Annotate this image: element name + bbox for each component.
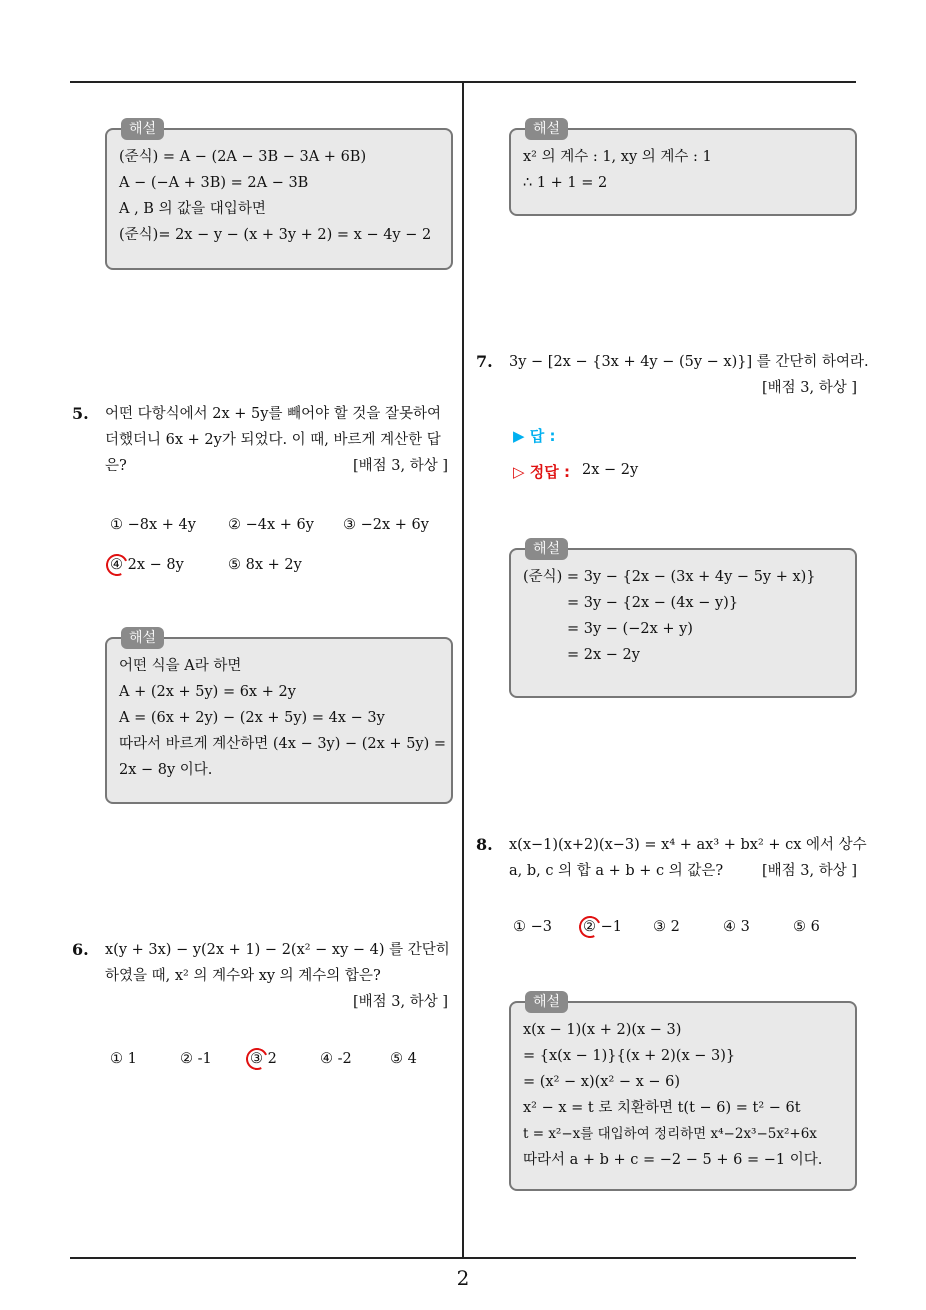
solution-line: (준식)= 2x − y − (x + 3y + 2) = x − 4y − 2 [119,227,432,243]
option-3[interactable]: ③ −2x + 6y [343,517,429,533]
option-2[interactable]: ② −1 [583,919,622,935]
question-text [105,937,455,989]
correct-value: 2x − 2y [582,462,639,478]
option-5[interactable]: ⑤ 8x + 2y [228,557,302,573]
solution-line: (준식) = 3y − {2x − (3x + 4y − 5y + x)} [523,569,816,585]
solution-line: 따라서 a + b + c = −2 − 5 + 6 = −1 이다. [523,1152,823,1168]
solution-line: ∴ 1 + 1 = 2 [523,175,608,191]
solution-box-q6 [509,121,857,216]
solution-line: = (x² − x)(x² − x − 6) [523,1074,681,1090]
question-number: 6. [72,940,89,959]
solution-line: A = (6x + 2y) − (2x + 5y) = 4x − 3y [119,710,385,726]
correct-label: ▷ 정답 : [513,463,570,481]
option-3[interactable]: ③ 2 [653,919,680,935]
question-number: 5. [72,404,89,423]
question-line: 어떤 다항식에서 2x + 5y를 빼어야 할 것을 잘못하여 [105,406,441,422]
option-5[interactable]: ⑤ 6 [793,919,820,935]
solution-box-q5 [105,630,453,804]
solution-line: = 2x − 2y [567,647,640,663]
column-divider [462,82,464,1258]
question-line: x(x−1)(x+2)(x−3) = x⁴ + ax³ + bx² + cx 에서 상수 [509,837,867,853]
correct-mark-icon [576,913,604,941]
question-line: 하였을 때, x² 의 계수와 xy 의 계수의 합은? [105,968,381,984]
option-4[interactable]: ④ 3 [723,919,750,935]
solution-line: 2x − 8y 이다. [119,762,213,778]
question-line: x(y + 3x) − y(2x + 1) − 2(x² − xy − 4) 를 간단히 [105,942,450,958]
answer-label: ▶ 답 : [513,427,556,445]
question-line: 더했더니 6x + 2y가 되었다. 이 때, 바르게 계산한 답 [105,432,441,448]
solution-box-q7 [509,541,857,698]
solution-line: 따라서 바르게 계산하면 (4x − 3y) − (2x + 5y) = [119,736,447,752]
solution-line: A , B 의 값을 대입하면 [119,201,266,217]
question-number: 8. [476,835,493,854]
option-1[interactable]: ① −8x + 4y [110,517,196,533]
option-1[interactable]: ① 1 [110,1051,137,1067]
question-score: [배점 3, 하상 ] [352,994,448,1010]
option-5[interactable]: ⑤ 4 [390,1051,417,1067]
question-score: [배점 3, 하상 ] [761,863,857,879]
solution-line: = 3y − {2x − (4x − y)} [567,595,739,611]
option-3[interactable]: ③ 2 [250,1051,277,1067]
option-1[interactable]: ① −3 [513,919,552,935]
correct-mark-icon [243,1045,271,1073]
solution-line: = 3y − (−2x + y) [567,621,693,637]
solution-line: (준식) = A − (2A − 3B − 3A + 6B) [119,149,367,165]
option-2[interactable]: ② -1 [180,1051,212,1067]
correct-mark-icon [103,551,131,579]
question-line: a, b, c 의 합 a + b + c 의 값은? [509,863,724,879]
question-score: [배점 3, 하상 ] [352,458,448,474]
solution-line: x² 의 계수 : 1, xy 의 계수 : 1 [523,149,712,165]
option-4[interactable]: ④ -2 [320,1051,352,1067]
question-score: [배점 3, 하상 ] [761,380,857,396]
solution-box-q4 [105,121,453,270]
solution-tag: 해설 [525,538,568,560]
solution-box-q8 [509,994,857,1191]
question-text: 3y − [2x − {3x + 4y − (5y − x)}] 를 간단히 하여라. [509,354,869,370]
solution-tag: 해설 [525,118,568,140]
question-number: 7. [476,352,493,371]
question-line: 은? [105,458,127,474]
solution-tag: 해설 [121,627,164,649]
option-2[interactable]: ② −4x + 6y [228,517,314,533]
solution-line: 어떤 식을 A라 하면 [119,658,242,674]
option-4[interactable]: ④ 2x − 8y [110,557,184,573]
solution-tag: 해설 [121,118,164,140]
solution-line: = {x(x − 1)}{(x + 2)(x − 3)} [523,1048,736,1064]
solution-line: A + (2x + 5y) = 6x + 2y [119,684,296,700]
solution-line: A − (−A + 3B) = 2A − 3B [119,175,309,191]
page-number: 2 [456,1266,470,1290]
solution-line: x(x − 1)(x + 2)(x − 3) [523,1022,682,1038]
solution-tag: 해설 [525,991,568,1013]
solution-line: t = x²−x를 대입하여 정리하면 x⁴−2x³−5x²+6x [523,1126,817,1142]
solution-line: x² − x = t 로 치환하면 t(t − 6) = t² − 6t [523,1100,801,1116]
